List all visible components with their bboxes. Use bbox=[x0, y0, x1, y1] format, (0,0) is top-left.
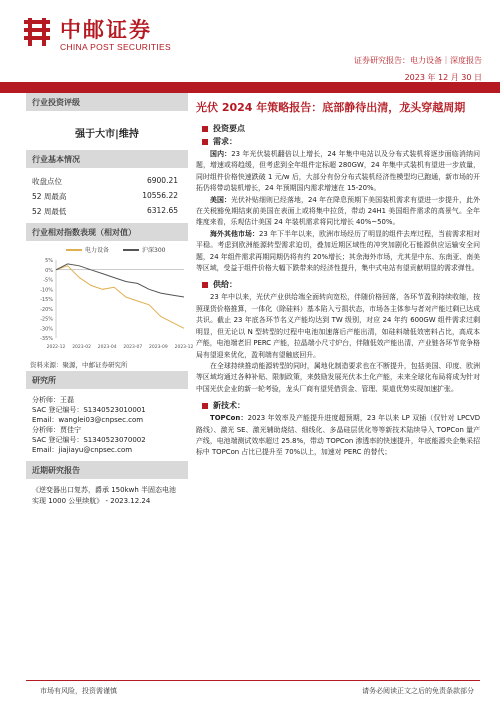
relative-performance-chart bbox=[26, 254, 194, 358]
y-tick-label: -10% bbox=[40, 287, 53, 294]
logo-english-name: CHINA POST SECURITIES bbox=[60, 42, 171, 52]
paragraph-text: 23 年下半年以来，欧洲市场经历了明显的组件去库过程，当前需求相对平稳。考虑到欧洲能源转型需求迫切，叠加近期区域性的冲突加剧化石能源供应运输安全问题，24 年组件需求再期同期仍将有约 20%增长；其余海外市场，尤其是中东、东南亚、南美等区域，受益于组件价格大幅下跌带来的经济性提升，集中式电站有望贡献明显的需求弹性。 bbox=[196, 229, 480, 273]
y-tick-label: 0% bbox=[45, 267, 53, 274]
section-heading bbox=[202, 123, 480, 134]
chart-source: 资料来源：聚源，中邮证券研究所 bbox=[30, 361, 128, 369]
legend-swatch bbox=[66, 249, 82, 251]
sidebar bbox=[26, 93, 194, 678]
x-tick-label: 2023-09 bbox=[148, 345, 168, 350]
logo-mark-icon bbox=[22, 16, 52, 48]
analyst-section-title: 研究所 bbox=[26, 371, 188, 389]
main-content bbox=[196, 100, 480, 459]
paragraph-text: 光伏补贴细则已经落地，24 年在降息预期下美国装机需求有望进一步提升，此外在关税豁免期结束前美国在表面上或将集中拉货，带动 24H1 美国组件需求的高景气。全年维度来看，乐观估计美国 24 年装机需求将同比增长 40%~50%。 bbox=[196, 195, 480, 227]
analyst-line: Email：wanglei03@cnpsec.com bbox=[32, 416, 144, 424]
square-bullet-icon bbox=[202, 282, 208, 288]
subsection-heading bbox=[202, 279, 480, 290]
series-line bbox=[56, 266, 184, 329]
report-type: 证券研究报告：电力设备｜深度报告 bbox=[354, 56, 482, 65]
analyst-line: 分析师：王磊 bbox=[32, 396, 74, 404]
paragraph: 23 年中以来，光伏产业供给端全面转向宽松，伴随价格回落，各环节盈利持续收缩，按照现货价格推算，一体化（除硅料）基本陷入亏损状态，市场各主体参与者对产能过剩已达成共识。截止 23 年底各环节名义产能均达到 TW 级别，对应 24 年约 600GW 组件需求过剩明显，但无论以 N 型转型的过程中电池加速落后产能出清，如硅料端低效密料占比，高成本产能，电池端老旧 PERC 产能，拉晶端小尺寸炉台，伴随低效产能出清，产业链各环节竞争格局有望迎来优化，盈利端有望触底回升。 bbox=[196, 293, 480, 359]
y-tick-label: -25% bbox=[40, 316, 53, 323]
legend-item bbox=[66, 245, 109, 254]
heading-text: 供给： bbox=[213, 280, 237, 290]
logo-chinese-name: 中邮证券 bbox=[60, 18, 152, 42]
basic-section-title: 行业基本情况 bbox=[26, 150, 188, 168]
square-bullet-icon bbox=[202, 139, 208, 145]
y-tick-label: -15% bbox=[40, 297, 53, 303]
basic-value: 6900.21 bbox=[146, 176, 178, 185]
paragraph bbox=[196, 195, 480, 229]
recent-report-item[interactable]: 《逆变器出口复苏，爵承 150kwh 半固态电池实现 1000 公里续航》 - 2023.12.24 bbox=[32, 486, 177, 505]
industry-rating: 强于大市|维持 bbox=[75, 129, 139, 140]
paragraph bbox=[196, 229, 480, 275]
paragraph-lead: 国内： bbox=[210, 150, 232, 158]
page-header bbox=[0, 0, 500, 80]
chart-svg bbox=[26, 254, 194, 358]
x-tick-label: 2023-02 bbox=[72, 345, 92, 350]
analyst-info bbox=[26, 389, 188, 461]
analyst-line: Email：jiajiayu@cnpsec.com bbox=[32, 446, 133, 454]
company-logo bbox=[22, 14, 182, 60]
paragraph: 在全球持续推动能源转型的同时，属地化制造要求也在不断提升，包括美国、印度、欧洲等区域均通过各种补贴、限制政策，来鼓励发展光伏本土化产能，未来全球化布局将成为针对中国光伏企业的新一轮考验，龙头厂商有望凭借资金、管理、渠道优势实现加速扩张。 bbox=[196, 361, 480, 393]
square-bullet-icon bbox=[202, 126, 208, 132]
paragraph-text: 2023 年效率及产能提升进度超预期，23 年以来 LP 双插（仅针对 LPCVD 路线）、激光 SE、激光辅助烧结、细线化、多晶硅层优化等等新技术陆续导入 TOPCon 量产产线，电池端测试效率超过 25.8%，带动 TOPCon 渗透率的快速提升，年底能源央企集采招标中 TOPCon 占比已提升至 70%以上，加速对 PERC 的替代； bbox=[196, 414, 481, 457]
report-date: 2023 年 12 月 30 日 bbox=[404, 73, 482, 82]
paragraph-lead: 海外其他市场： bbox=[210, 229, 260, 238]
legend-item bbox=[123, 245, 165, 254]
y-tick-label: 5% bbox=[45, 258, 53, 264]
x-tick-label: 2023-07 bbox=[123, 345, 143, 350]
paragraph-lead: 美国： bbox=[210, 195, 232, 204]
chart-legend bbox=[26, 241, 188, 254]
heading-text: 需求： bbox=[213, 137, 237, 146]
paragraph bbox=[196, 413, 480, 459]
basic-value: 6312.65 bbox=[146, 206, 178, 215]
basic-label: 52 周最低 bbox=[32, 207, 67, 216]
y-tick-label: -30% bbox=[40, 326, 53, 333]
footer-disclaimer: 请务必阅读正文之后的免责条款部分 bbox=[362, 687, 474, 695]
x-tick-label: 2023-12 bbox=[174, 345, 194, 350]
x-tick-label: 2022-12 bbox=[46, 345, 66, 350]
basic-label: 收盘点位 bbox=[32, 177, 62, 186]
paragraph-lead: TOPCon： bbox=[210, 414, 248, 423]
recent-reports-title: 近期研究报告 bbox=[26, 461, 188, 479]
y-tick-label: -20% bbox=[40, 306, 53, 313]
performance-section-title: 行业相对指数表现（相对值） bbox=[26, 223, 188, 241]
basic-row bbox=[26, 204, 188, 219]
analyst-line: 分析师：贾佳宁 bbox=[32, 426, 81, 434]
subsection-heading bbox=[202, 136, 480, 147]
footer-risk-note: 市场有风险，投资需谨慎 bbox=[40, 687, 117, 695]
rating-section-title: 行业投资评级 bbox=[26, 93, 188, 111]
heading-text: 投资要点 bbox=[213, 124, 245, 133]
basic-label: 52 周最高 bbox=[32, 192, 67, 201]
basic-row bbox=[26, 189, 188, 204]
report-title: 光伏 2024 年策略报告：底部静待出清，龙头穿越周期 bbox=[196, 101, 466, 114]
legend-swatch bbox=[123, 249, 139, 251]
legend-label: 电力设备 bbox=[85, 247, 110, 254]
header-red-band bbox=[0, 82, 500, 93]
heading-text: 新技术： bbox=[213, 401, 245, 411]
square-bullet-icon bbox=[202, 403, 208, 409]
legend-label: 沪深300 bbox=[142, 247, 166, 254]
paragraph bbox=[196, 149, 480, 195]
y-tick-label: -35% bbox=[40, 336, 53, 342]
y-tick-label: -5% bbox=[43, 277, 53, 284]
footer-divider bbox=[26, 680, 480, 681]
basic-value: 10556.22 bbox=[142, 191, 178, 200]
analyst-line: SAC 登记编号：S1340523010001 bbox=[32, 406, 146, 414]
analyst-line: SAC 登记编号：S1340523070002 bbox=[32, 436, 146, 444]
basic-row bbox=[26, 174, 188, 189]
paragraph-text: 23 年光伏装机翻倍以上增长，24 年集中电站以及分布式装机将逐步面临消纳问题，增速或将趋缓，但考虑到全年组件定标超 280GW，24 年集中式装机有望进一步放量，同时组件价格快速跌破 1 元/w 后，大部分有份分布式装机经济性模型均已跑通，新市场的开拓仍将带动装机增长，24 年预期国内需求增速在 15-20%。 bbox=[196, 150, 480, 193]
subsection-heading bbox=[202, 400, 480, 411]
x-tick-label: 2023-04 bbox=[97, 345, 117, 350]
